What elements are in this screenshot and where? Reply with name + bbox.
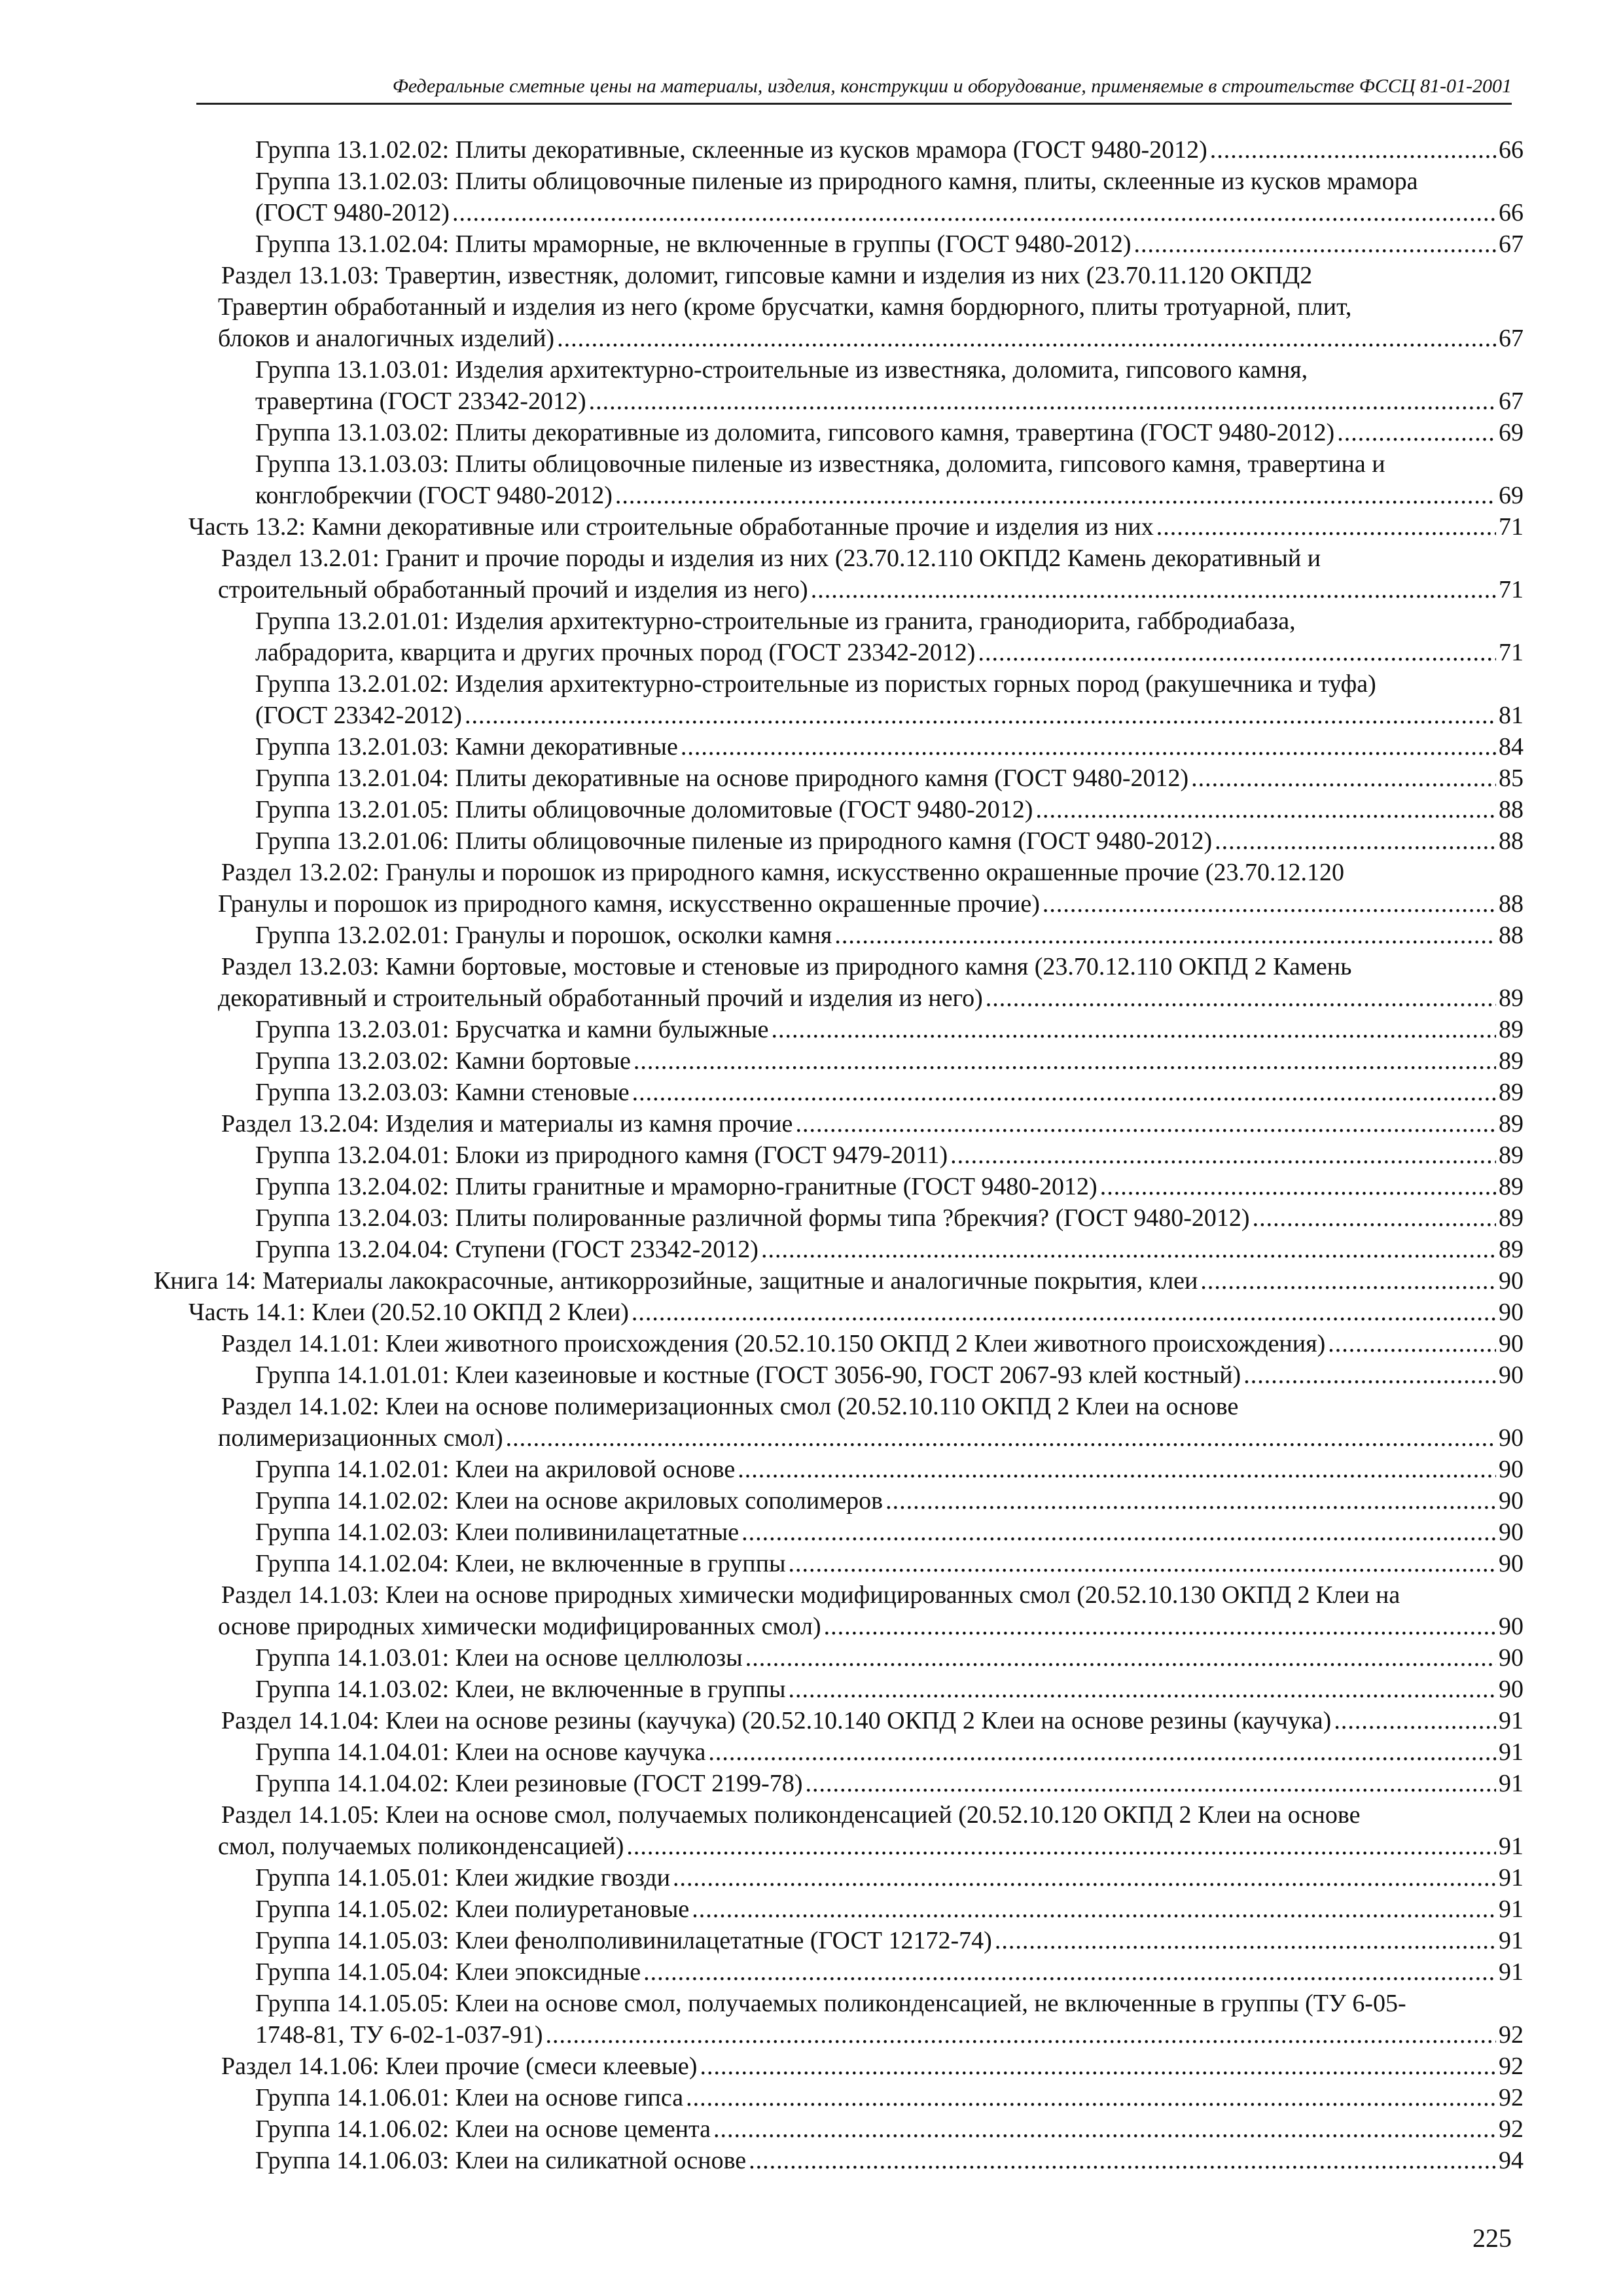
toc-page-ref: 90 xyxy=(1499,1330,1524,1357)
toc-entry[interactable] xyxy=(255,1862,1524,1893)
toc-page-ref: 89 xyxy=(1499,1204,1524,1232)
toc-entry-text: основе природных химически модифицированных смол) xyxy=(218,1613,821,1640)
toc-dot-leader xyxy=(626,1831,1496,1862)
toc-entry-text: Группа 13.1.02.04: Плиты мраморные, не включенные в группы (ГОСТ 9480-2012) xyxy=(255,230,1132,258)
toc-entry-text: Группа 14.1.02.04: Клеи, не включенные в группы xyxy=(255,1550,786,1577)
toc-entry-text: блоков и аналогичных изделий) xyxy=(218,325,555,352)
toc-entry[interactable] xyxy=(255,2082,1524,2113)
toc-page-ref: 89 xyxy=(1499,984,1524,1012)
toc-entry-text: (ГОСТ 23342-2012) xyxy=(255,702,462,729)
toc-entry-text: Группа 13.2.03.02: Камни бортовые xyxy=(255,1047,631,1075)
toc-entry-text: Травертин обработанный и изделия из него (кроме брусчатки, камня бордюрного, плиты тротуарной, плит, xyxy=(218,293,1352,321)
toc-dot-leader xyxy=(506,1422,1496,1454)
toc-entry[interactable] xyxy=(221,1705,1524,1736)
toc-entry[interactable] xyxy=(218,1831,1524,1862)
toc-page-ref: 89 xyxy=(1499,1141,1524,1169)
toc-dot-leader xyxy=(788,1674,1496,1705)
toc-entry-text: Группа 14.1.01.01: Клеи казеиновые и костные (ГОСТ 3056-90, ГОСТ 2067-93 клей костный) xyxy=(255,1361,1241,1389)
toc-entry-text: Группа 13.2.04.04: Ступени (ГОСТ 23342-2012) xyxy=(255,1236,758,1263)
toc-page-ref: 89 xyxy=(1499,1110,1524,1138)
toc-entry-text: Группа 14.1.03.02: Клеи, не включенные в группы xyxy=(255,1676,786,1703)
toc-page-ref: 88 xyxy=(1499,796,1524,823)
toc-entry-text: Группа 14.1.04.02: Клеи резиновые (ГОСТ 2199-78) xyxy=(255,1770,803,1797)
toc-dot-leader xyxy=(1334,1705,1496,1736)
toc-entry-text: Группа 13.2.04.03: Плиты полированные различной формы типа ?брекчия? (ГОСТ 9480-2012) xyxy=(255,1204,1250,1232)
toc-entry-text: Группа 14.1.05.03: Клеи фенолполивинилацетатные (ГОСТ 12172-74) xyxy=(255,1927,992,1954)
toc-page-ref: 89 xyxy=(1499,1173,1524,1200)
toc-entry[interactable] xyxy=(255,794,1524,825)
toc-entry[interactable] xyxy=(255,417,1524,448)
toc-dot-leader xyxy=(986,982,1496,1014)
toc-page-ref: 90 xyxy=(1499,1518,1524,1546)
toc-entry-text: смол, получаемых поликонденсацией) xyxy=(218,1833,624,1860)
toc-entry-text: Группа 13.1.03.03: Плиты облицовочные пиленые из известняка, доломита, гипсового камня, травертина и xyxy=(255,450,1385,478)
toc-entry-text: Группа 14.1.05.02: Клеи полиуретановые xyxy=(255,1895,690,1923)
toc-entry[interactable] xyxy=(218,982,1524,1014)
page-number: 225 xyxy=(1472,2223,1512,2253)
toc-dot-leader xyxy=(643,1956,1496,1988)
toc-entry-text: Группа 13.1.02.02: Плиты декоративные, склеенные из кусков мрамора (ГОСТ 9480-2012) xyxy=(255,136,1207,164)
toc-entry[interactable] xyxy=(218,1611,1524,1642)
toc-dot-leader xyxy=(1035,794,1496,825)
toc-entry-text: Группа 13.2.01.03: Камни декоративные xyxy=(255,733,678,761)
toc-entry[interactable] xyxy=(255,2145,1524,2176)
toc-page-ref: 88 xyxy=(1499,890,1524,918)
toc-page-ref: 92 xyxy=(1499,2053,1524,2080)
toc-page-ref: 69 xyxy=(1499,482,1524,509)
toc-entry-text: Раздел 13.2.04: Изделия и материалы из камня прочие xyxy=(221,1110,793,1138)
toc-dot-leader xyxy=(692,1893,1496,1925)
toc-entry-text: Группа 14.1.02.01: Клеи на акриловой основе xyxy=(255,1456,736,1483)
toc-entry-text: 1748-81, ТУ 6-02-1-037-91) xyxy=(255,2021,543,2049)
toc-entry[interactable] xyxy=(188,511,1524,543)
toc-entry[interactable] xyxy=(255,1202,1524,1234)
toc-entry-text: Группа 13.2.01.06: Плиты облицовочные пиленые из природного камня (ГОСТ 9480-2012) xyxy=(255,827,1213,855)
toc-entry[interactable] xyxy=(255,1014,1524,1045)
toc-page-ref: 71 xyxy=(1499,639,1524,666)
toc-dot-leader xyxy=(673,1862,1496,1893)
toc-entry-text: Группа 13.2.04.01: Блоки из природного камня (ГОСТ 9479-2011) xyxy=(255,1141,948,1169)
toc-dot-leader xyxy=(633,1045,1496,1077)
toc-entry-line[interactable] xyxy=(255,448,1385,480)
toc-page-ref: 81 xyxy=(1499,702,1524,729)
toc-entry-text: Группа 14.1.02.02: Клеи на основе акриловых сополимеров xyxy=(255,1487,883,1515)
toc-entry[interactable] xyxy=(255,1045,1524,1077)
toc-entry[interactable] xyxy=(188,1297,1524,1328)
toc-entry-text: декоративный и строительный обработанный прочий и изделия из него) xyxy=(218,984,983,1012)
toc-page-ref: 91 xyxy=(1499,1833,1524,1860)
toc-page-ref: 90 xyxy=(1499,1550,1524,1577)
toc-page-ref: 91 xyxy=(1499,1864,1524,1892)
toc-page-ref: 84 xyxy=(1499,733,1524,761)
toc-entry-text: Группа 13.2.04.02: Плиты гранитные и мраморно-гранитные (ГОСТ 9480-2012) xyxy=(255,1173,1097,1200)
toc-entry-line[interactable] xyxy=(221,543,1321,574)
header-rule xyxy=(196,103,1512,105)
toc-dot-leader xyxy=(615,480,1496,511)
toc-entry[interactable] xyxy=(255,1736,1524,1768)
toc-page-ref: 67 xyxy=(1499,387,1524,415)
toc-entry-text: Раздел 14.1.02: Клеи на основе полимеризационных смол (20.52.10.110 ОКПД 2 Клеи на основе xyxy=(221,1393,1239,1420)
toc-entry[interactable] xyxy=(255,2019,1524,2051)
toc-dot-leader xyxy=(708,1736,1496,1768)
toc-dot-leader xyxy=(978,637,1496,668)
toc-page-ref: 89 xyxy=(1499,1236,1524,1263)
toc-entry-text: Группа 13.1.03.01: Изделия архитектурно-строительные из известняка, доломита, гипсового камня, xyxy=(255,356,1308,384)
toc-entry-line[interactable] xyxy=(221,1799,1360,1831)
toc-dot-leader xyxy=(1328,1328,1496,1359)
toc-page-ref: 88 xyxy=(1499,922,1524,949)
toc-entry-text: Группа 14.1.03.01: Клеи на основе целлюлозы xyxy=(255,1644,743,1672)
toc-entry[interactable] xyxy=(255,1642,1524,1674)
toc-entry-text: Группа 13.2.01.01: Изделия архитектурно-строительные из гранита, гранодиорита, габбродиабаза, xyxy=(255,607,1296,635)
toc-page-ref: 69 xyxy=(1499,419,1524,446)
toc-entry[interactable] xyxy=(255,731,1524,762)
toc-entry[interactable] xyxy=(255,1956,1524,1988)
toc-entry-text: Группа 14.1.06.02: Клеи на основе цемента xyxy=(255,2115,711,2143)
toc-entry[interactable] xyxy=(255,386,1524,417)
toc-entry-line[interactable] xyxy=(255,668,1376,700)
toc-entry-text: Группа 13.1.03.02: Плиты декоративные из доломита, гипсового камня, травертина (ГОСТ 9480-2012) xyxy=(255,419,1335,446)
toc-entry-text: Раздел 14.1.03: Клеи на основе природных химически модифицированных смол (20.52.10.130 ОКПД 2 Клеи на xyxy=(221,1581,1400,1609)
toc-entry-line[interactable] xyxy=(255,354,1308,386)
toc-entry-text: Группа 13.2.01.05: Плиты облицовочные доломитовые (ГОСТ 9480-2012) xyxy=(255,796,1033,823)
toc-entry-text: Группа 14.1.06.03: Клеи на силикатной основе xyxy=(255,2147,747,2174)
toc-entry-line[interactable] xyxy=(218,291,1351,323)
toc-entry-text: Раздел 14.1.06: Клеи прочие (смеси клеевые) xyxy=(221,2053,698,2080)
toc-dot-leader xyxy=(1337,417,1496,448)
toc-page-ref: 90 xyxy=(1499,1613,1524,1640)
toc-entry-line[interactable] xyxy=(255,1988,1406,2019)
toc-entry-text: Группа 13.2.03.01: Брусчатка и камни булыжные xyxy=(255,1016,769,1043)
toc-entry[interactable] xyxy=(255,920,1524,951)
toc-page-ref: 88 xyxy=(1499,827,1524,855)
toc-dot-leader xyxy=(761,1234,1496,1265)
toc-entry-text: Группа 13.1.02.03: Плиты облицовочные пиленые из природного камня, плиты, склеенные из кусков мрамора xyxy=(255,168,1418,195)
toc-dot-leader xyxy=(465,700,1496,731)
toc-page-ref: 91 xyxy=(1499,1927,1524,1954)
toc-entry[interactable] xyxy=(255,700,1524,731)
toc-dot-leader xyxy=(795,1108,1496,1139)
toc-entry[interactable] xyxy=(255,197,1524,228)
toc-entry-text: Группа 14.1.05.04: Клеи эпоксидные xyxy=(255,1958,641,1986)
toc-dot-leader xyxy=(950,1139,1496,1171)
toc-entry-text: Раздел 14.1.04: Клеи на основе резины (каучука) (20.52.10.140 ОКПД 2 Клеи на основе резины (каучука) xyxy=(221,1707,1332,1734)
toc-dot-leader xyxy=(824,1611,1496,1642)
toc-dot-leader xyxy=(885,1485,1496,1516)
toc-entry-text: (ГОСТ 9480-2012) xyxy=(255,199,450,226)
toc-entry[interactable] xyxy=(255,1234,1524,1265)
toc-page-ref: 90 xyxy=(1499,1456,1524,1483)
toc-dot-leader xyxy=(995,1925,1496,1956)
toc-entry-text: Группа 14.1.04.01: Клеи на основе каучука xyxy=(255,1738,706,1766)
toc-page-ref: 91 xyxy=(1499,1770,1524,1797)
toc-page-ref: 90 xyxy=(1499,1299,1524,1326)
toc-page-ref: 67 xyxy=(1499,230,1524,258)
toc-entry[interactable] xyxy=(255,1171,1524,1202)
toc-dot-leader xyxy=(632,1077,1496,1108)
toc-dot-leader xyxy=(686,2082,1496,2113)
toc-entry[interactable] xyxy=(255,134,1524,166)
toc-entry-text: Раздел 13.1.03: Травертин, известняк, доломит, гипсовые камни и изделия из них (23.70.11.120 ОКПД2 xyxy=(221,262,1313,289)
toc-page-ref: 90 xyxy=(1499,1361,1524,1389)
toc-dot-leader xyxy=(452,197,1496,228)
toc-dot-leader xyxy=(1191,762,1496,794)
toc-dot-leader xyxy=(805,1768,1496,1799)
toc-dot-leader xyxy=(741,1516,1496,1548)
toc-dot-leader xyxy=(1210,134,1496,166)
toc-page-ref: 90 xyxy=(1499,1487,1524,1515)
toc-dot-leader xyxy=(811,574,1496,605)
toc-entry-text: Гранулы и порошок из природного камня, искусственно окрашенные прочие) xyxy=(218,890,1040,918)
toc-page-ref: 89 xyxy=(1499,1016,1524,1043)
toc-page-ref: 90 xyxy=(1499,1267,1524,1295)
toc-entry-line[interactable] xyxy=(221,1579,1400,1611)
toc-entry-text: строительный обработанный прочий и изделия из него) xyxy=(218,576,808,603)
toc-entry-line[interactable] xyxy=(221,857,1344,888)
toc-entry-text: конглобрекчии (ГОСТ 9480-2012) xyxy=(255,482,613,509)
toc-dot-leader xyxy=(1156,511,1496,543)
toc-page-ref: 91 xyxy=(1499,1738,1524,1766)
toc-entry-text: лабрадорита, кварцита и других прочных пород (ГОСТ 23342-2012) xyxy=(255,639,976,666)
toc-dot-leader xyxy=(1243,1359,1496,1391)
toc-page-ref: 94 xyxy=(1499,2147,1524,2174)
toc-dot-leader xyxy=(771,1014,1496,1045)
toc-entry[interactable] xyxy=(255,1359,1524,1391)
toc-page-ref: 91 xyxy=(1499,1895,1524,1923)
toc-entry-line[interactable] xyxy=(255,166,1418,197)
toc-entry[interactable] xyxy=(255,480,1524,511)
toc-entry-line[interactable] xyxy=(221,951,1351,982)
toc-entry[interactable] xyxy=(218,1422,1524,1454)
running-header: Федеральные сметные цены на материалы, изделия, конструкции и оборудование, применяемые в строительстве ФССЦ 81-01-2001 xyxy=(392,75,1512,97)
toc-entry[interactable] xyxy=(221,1328,1524,1359)
toc-dot-leader xyxy=(834,920,1496,951)
toc-entry[interactable] xyxy=(255,637,1524,668)
toc-entry[interactable] xyxy=(255,2113,1524,2145)
toc-dot-leader xyxy=(632,1297,1496,1328)
toc-page-ref: 67 xyxy=(1499,325,1524,352)
toc-page-ref: 92 xyxy=(1499,2084,1524,2111)
toc-dot-leader xyxy=(713,2113,1496,2145)
toc-entry[interactable] xyxy=(218,888,1524,920)
toc-dot-leader xyxy=(788,1548,1496,1579)
toc-dot-leader xyxy=(557,323,1496,354)
toc-dot-leader xyxy=(1253,1202,1496,1234)
toc-dot-leader xyxy=(745,1642,1496,1674)
toc-entry[interactable] xyxy=(255,1925,1524,1956)
toc-entry[interactable] xyxy=(255,1768,1524,1799)
toc-dot-leader xyxy=(1200,1265,1496,1297)
toc-entry[interactable] xyxy=(255,825,1524,857)
toc-entry-text: Группа 13.2.01.02: Изделия архитектурно-строительные из пористых горных пород (ракушечника и туфа) xyxy=(255,670,1376,698)
toc-entry-text: Раздел 13.2.01: Гранит и прочие породы и изделия из них (23.70.12.110 ОКПД2 Камень декоративный и xyxy=(221,545,1321,572)
toc-dot-leader xyxy=(1043,888,1496,920)
toc-page-ref: 89 xyxy=(1499,1047,1524,1075)
toc-dot-leader xyxy=(738,1454,1496,1485)
toc-entry[interactable] xyxy=(154,1265,1524,1297)
toc-entry[interactable] xyxy=(255,1548,1524,1579)
toc-page-ref: 90 xyxy=(1499,1644,1524,1672)
toc-entry[interactable] xyxy=(255,1139,1524,1171)
toc-entry[interactable] xyxy=(221,1108,1524,1139)
toc-entry-text: полимеризационных смол) xyxy=(218,1424,503,1452)
toc-entry-text: Часть 14.1: Клеи (20.52.10 ОКПД 2 Клеи) xyxy=(188,1299,629,1326)
toc-entry-text: Группа 13.2.02.01: Гранулы и порошок, осколки камня xyxy=(255,922,832,949)
toc-entry[interactable] xyxy=(255,1485,1524,1516)
toc-entry[interactable] xyxy=(255,762,1524,794)
toc-entry[interactable] xyxy=(221,2051,1524,2082)
toc-entry[interactable] xyxy=(255,1516,1524,1548)
toc-page-ref: 85 xyxy=(1499,764,1524,792)
toc-entry-text: Раздел 13.2.03: Камни бортовые, мостовые и стеновые из природного камня (23.70.12.110 ОКПД 2 Камень xyxy=(221,953,1352,980)
toc-dot-leader xyxy=(546,2019,1496,2051)
toc-page-ref: 71 xyxy=(1499,513,1524,541)
toc-entry[interactable] xyxy=(255,228,1524,260)
toc-dot-leader xyxy=(681,731,1496,762)
toc-dot-leader xyxy=(589,386,1496,417)
toc-entry-line[interactable] xyxy=(255,605,1296,637)
toc-entry-text: Группа 13.2.01.04: Плиты декоративные на основе природного камня (ГОСТ 9480-2012) xyxy=(255,764,1189,792)
toc-entry-text: Раздел 13.2.02: Гранулы и порошок из природного камня, искусственно окрашенные прочие (23.70.12.120 xyxy=(221,859,1344,886)
toc-page-ref: 91 xyxy=(1499,1707,1524,1734)
toc-page-ref: 92 xyxy=(1499,2115,1524,2143)
toc-dot-leader xyxy=(1133,228,1496,260)
toc-page-ref: 66 xyxy=(1499,136,1524,164)
toc-entry-text: Группа 14.1.02.03: Клеи поливинилацетатные xyxy=(255,1518,740,1546)
toc-page-ref: 66 xyxy=(1499,199,1524,226)
toc-entry-text: Раздел 14.1.05: Клеи на основе смол, получаемых поликонденсацией (20.52.10.120 ОКПД 2 Клеи на основе xyxy=(221,1801,1361,1829)
toc-entry[interactable] xyxy=(255,1893,1524,1925)
toc-dot-leader xyxy=(749,2145,1496,2176)
toc-entry-text: Группа 14.1.06.01: Клеи на основе гипса xyxy=(255,2084,684,2111)
toc-page-ref: 92 xyxy=(1499,2021,1524,2049)
toc-dot-leader xyxy=(700,2051,1496,2082)
toc-dot-leader xyxy=(1215,825,1496,857)
toc-entry-line[interactable] xyxy=(221,1391,1238,1422)
toc-entry-text: Группа 14.1.05.01: Клеи жидкие гвозди xyxy=(255,1864,671,1892)
toc-dot-leader xyxy=(1100,1171,1496,1202)
toc-page-ref: 90 xyxy=(1499,1676,1524,1703)
toc-entry[interactable] xyxy=(255,1077,1524,1108)
toc-entry-text: Раздел 14.1.01: Клеи животного происхождения (20.52.10.150 ОКПД 2 Клеи животного происхождения) xyxy=(221,1330,1326,1357)
toc-entry-text: травертина (ГОСТ 23342-2012) xyxy=(255,387,586,415)
toc-page-ref: 91 xyxy=(1499,1958,1524,1986)
toc-entry-text: Книга 14: Материалы лакокрасочные, антикоррозийные, защитные и аналогичные покрытия, клеи xyxy=(154,1267,1198,1295)
toc-entry-text: Группа 13.2.03.03: Камни стеновые xyxy=(255,1079,630,1106)
toc-page-ref: 71 xyxy=(1499,576,1524,603)
toc-entry-text: Часть 13.2: Камни декоративные или строительные обработанные прочие и изделия из них xyxy=(188,513,1154,541)
toc-entry-text: Группа 14.1.05.05: Клеи на основе смол, получаемых поликонденсацией, не включенные в группы (ТУ 6-05- xyxy=(255,1990,1406,2017)
toc-entry[interactable] xyxy=(255,1454,1524,1485)
toc-page-ref: 89 xyxy=(1499,1079,1524,1106)
toc-entry[interactable] xyxy=(255,1674,1524,1705)
toc-entry-line[interactable] xyxy=(221,260,1312,291)
toc-page-ref: 90 xyxy=(1499,1424,1524,1452)
toc-entry[interactable] xyxy=(218,323,1524,354)
toc-entry[interactable] xyxy=(218,574,1524,605)
